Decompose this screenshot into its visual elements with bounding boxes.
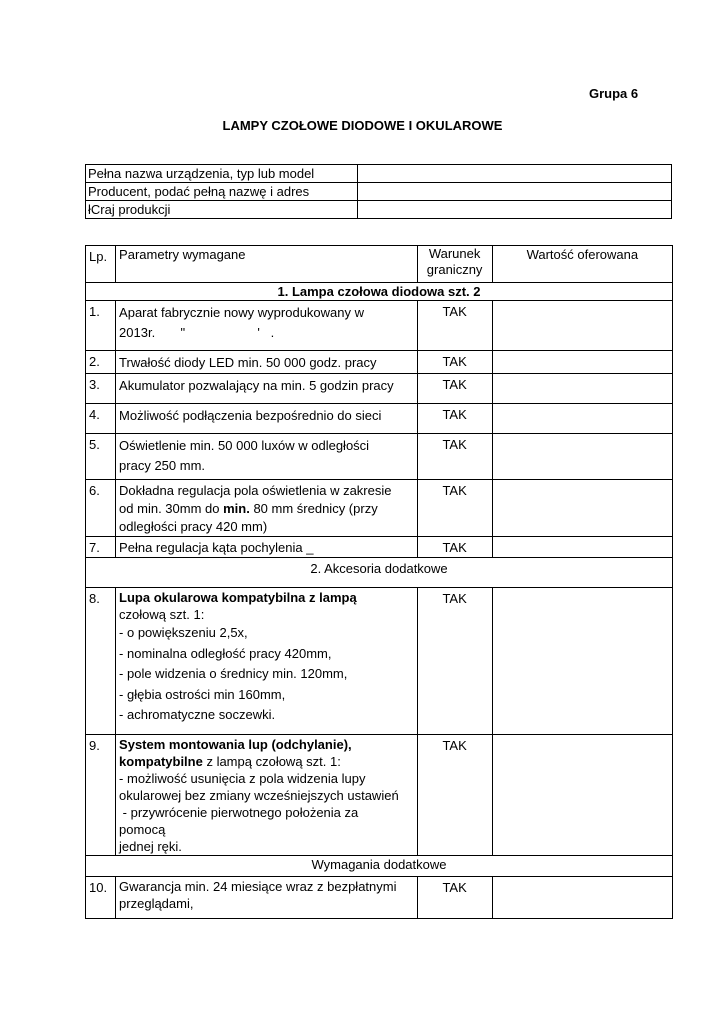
row-param: Trwałość diody LED min. 50 000 godz. pracy (116, 351, 418, 374)
row-number: 2. (86, 351, 116, 374)
row-condition: TAK (417, 588, 492, 735)
param-line: jednej ręki. (119, 839, 182, 854)
row-number: 5. (86, 434, 116, 480)
section-row (86, 856, 673, 877)
list-item: - o powiększeniu 2,5x, (119, 625, 248, 640)
param-line: pracy 250 mm. (119, 458, 206, 473)
param-line: Dokładna regulacja pola oświetlenia w zakresie (119, 483, 392, 498)
offered-value-field[interactable] (492, 374, 672, 404)
row-param (116, 877, 418, 919)
section-row (86, 283, 673, 301)
row-condition: TAK (417, 735, 492, 856)
offered-value-field[interactable] (492, 301, 672, 351)
row-condition: TAK (417, 301, 492, 351)
param-title: Lupa okularowa kompatybilna z lampą (119, 590, 357, 605)
section-title: 1. Lampa czołowa diodowa szt. 2 (86, 283, 673, 301)
param-line: czołową szt. 1: (119, 607, 205, 622)
list-item: - pole widzenia o średnicy min. 120mm, (119, 666, 348, 681)
param-line: okularowej bez zmiany wcześniejszych ustawień (119, 788, 399, 803)
table-header-row (86, 246, 673, 283)
header-offered: Wartość oferowana (492, 246, 672, 283)
table-row (86, 434, 673, 480)
param-text: z lampą czołową szt. 1: (202, 754, 341, 769)
row-param: Akumulator pozwalający na min. 5 godzin pracy (116, 374, 418, 404)
section-title: 2. Akcesoria dodatkowe (86, 558, 673, 588)
info-label: łCraj produkcji (86, 201, 358, 219)
info-label: Producent, podać pełną nazwę i adres (86, 183, 358, 201)
row-param: Możliwość podłączenia bezpośrednio do sieci (116, 404, 418, 434)
header-params: Parametry wymagane (116, 246, 418, 283)
list-item: - achromatyczne soczewki. (119, 707, 276, 722)
table-row (86, 877, 673, 919)
row-param (116, 735, 418, 856)
param-text: od min. 30mm do (119, 501, 224, 516)
section-title: Wymagania dodatkowe (86, 856, 673, 877)
row-condition: TAK (417, 374, 492, 404)
row-number: 8. (86, 588, 116, 735)
param-line: odległości pracy 420 mm) (119, 519, 268, 534)
group-label: Grupa 6 (589, 86, 639, 101)
list-item: - głębia ostrości min 160mm, (119, 686, 286, 702)
row-number: 4. (86, 404, 116, 434)
table-row (86, 301, 673, 351)
header-condition: Warunek graniczny (417, 246, 492, 283)
param-line: Oświetlenie min. 50 000 luxów w odległości (119, 438, 370, 453)
row-condition: TAK (417, 434, 492, 480)
header-lp: Lp. (86, 246, 116, 283)
table-row (86, 374, 673, 404)
param-line: Gwarancja min. 24 miesiące wraz z bezpłatnymi (119, 879, 397, 894)
table-row (86, 588, 673, 735)
offered-value-field[interactable] (492, 877, 672, 919)
row-condition: TAK (417, 404, 492, 434)
row-number: 9. (86, 735, 116, 856)
info-value-field[interactable] (358, 201, 672, 219)
offered-value-field[interactable] (492, 351, 672, 374)
param-bold-text: kompatybilne (119, 754, 203, 769)
row-condition: TAK (417, 537, 492, 558)
param-line: - przywrócenie pierwotnego położenia za (119, 805, 359, 820)
param-line: - możliwość usunięcia z pola widzenia lupy (119, 771, 366, 786)
info-label: Pełna nazwa urządzenia, typ lub model (86, 165, 358, 183)
table-row (86, 183, 672, 201)
offered-value-field[interactable] (492, 434, 672, 480)
param-bold-text: min. (223, 501, 250, 516)
offered-value-field[interactable] (492, 480, 672, 537)
row-condition: TAK (417, 877, 492, 919)
row-number: 6. (86, 480, 116, 537)
device-info-table (85, 164, 672, 219)
row-number: 7. (86, 537, 116, 558)
param-line (119, 500, 414, 518)
param-line: przeglądami, (119, 896, 194, 911)
info-value-field[interactable] (358, 165, 672, 183)
row-param (116, 588, 418, 735)
info-value-field[interactable] (358, 183, 672, 201)
offered-value-field[interactable] (492, 735, 672, 856)
row-param (116, 301, 418, 351)
table-row (86, 165, 672, 183)
row-condition: TAK (417, 351, 492, 374)
param-line: Aparat fabrycznie nowy wyprodukowany w (119, 305, 364, 320)
param-title: System montowania lup (odchylanie), (119, 737, 352, 752)
row-number: 10. (86, 877, 116, 919)
table-row (86, 480, 673, 537)
param-line: pomocą (119, 822, 166, 837)
row-number: 3. (86, 374, 116, 404)
document-title: LAMPY CZOŁOWE DIODOWE I OKULAROWE (222, 118, 503, 133)
row-param (116, 480, 418, 537)
table-row (86, 201, 672, 219)
param-text: 80 mm średnicy (przy (249, 501, 378, 516)
param-line: 2013r. " ' . (119, 325, 275, 340)
table-row (86, 404, 673, 434)
offered-value-field[interactable] (492, 588, 672, 735)
row-param (116, 434, 418, 480)
row-number: 1. (86, 301, 116, 351)
param-line (119, 753, 414, 770)
section-row (86, 558, 673, 588)
specification-table (85, 245, 673, 919)
offered-value-field[interactable] (492, 404, 672, 434)
table-row (86, 351, 673, 374)
row-param: Pełna regulacja kąta pochylenia _ (116, 537, 418, 558)
offered-value-field[interactable] (492, 537, 672, 558)
row-condition: TAK (417, 480, 492, 537)
table-row (86, 735, 673, 856)
table-row (86, 537, 673, 558)
list-item: - nominalna odległość pracy 420mm, (119, 645, 332, 661)
